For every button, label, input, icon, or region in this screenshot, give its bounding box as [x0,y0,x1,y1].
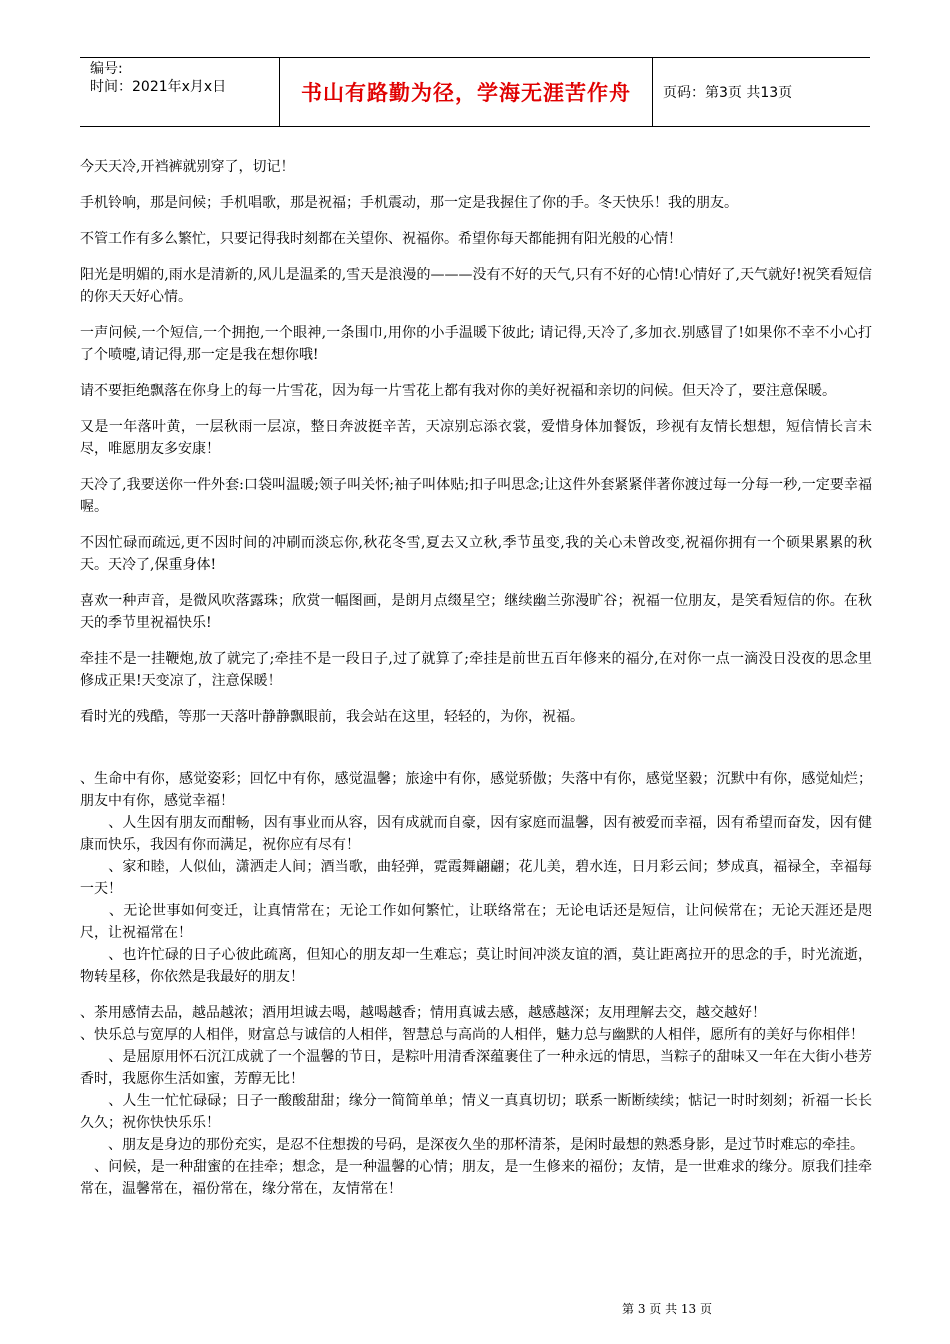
number-label: 编号: [90,61,123,77]
blessing-item: 、是屈原用怀石沉江成就了一个温馨的节日，是粽叶用清香深蕴裹住了一种永远的情思，当粽子的甜味又一年在大街小巷芳香时，我愿你生活如蜜，芳醇无比！ [80,1049,872,1087]
document-body [80,156,872,1200]
paragraph: 手机铃响，那是问候；手机唱歌，那是祝福；手机震动，那一定是我握住了你的手。冬天快乐！我的朋友。 [80,195,738,211]
paragraph: 天冷了,我要送你一件外套:口袋叫温暖;领子叫关怀;袖子叫体贴;扣子叫思念;让这件外套紧紧伴著你渡过每一分每一秒,一定要幸福喔。 [80,477,872,515]
paragraph: 喜欢一种声音，是微风吹落露珠；欣赏一幅图画，是朗月点缀星空；继续幽兰弥漫旷谷；祝福一位朋友，是笑看短信的你。在秋天的季节里祝福快乐! [80,593,872,631]
spacer [80,988,872,1002]
header-page-info: 页码：第3页 共13页 [663,85,793,101]
blessing-item: 、无论世事如何变迁，让真情常在；无论工作如何繁忙，让联络常在；无论电话还是短信，让问候常在；无论天涯还是咫尺，让祝福常在！ [80,903,872,941]
paragraph: 不管工作有多么繁忙，只要记得我时刻都在关望你、祝福你。希望你每天都能拥有阳光般的心情！ [80,231,682,247]
paragraph: 今天天冷,开裆裤就别穿了，切记！ [80,159,295,175]
blessing-item: 、生命中有你，感觉姿彩；回忆中有你，感觉温馨；旅途中有你，感觉骄傲；失落中有你，感觉坚毅；沉默中有你，感觉灿烂；朋友中有你，感觉幸福！ [80,771,872,809]
spacer [80,742,872,768]
paragraph: 又是一年落叶黄，一层秋雨一层凉，整日奔波挺辛苦，天凉别忘添衣裳，爱惜身体加餐饭，珍视有友情长想想，短信情长言未尽，唯愿朋友多安康！ [80,419,872,457]
blessing-item: 、人生一忙忙碌碌；日子一酸酸甜甜；缘分一简简单单；情义一真真切切；联系一断断续续；惦记一时时刻刻；祈福一长长久久；祝你快快乐乐！ [80,1093,872,1131]
blessing-item: 、家和睦，人似仙，潇洒走人间；酒当歌，曲轻弹，霓霞舞翩翩；花儿美，碧水连，日月彩云间；梦成真，福禄全，幸福每一天！ [80,859,872,897]
blessing-item: 、人生因有朋友而酣畅，因有事业而从容，因有成就而自豪，因有家庭而温馨，因有被爱而幸福，因有希望而奋发，因有健康而快乐，我因有你而满足，祝你应有尽有！ [80,815,872,853]
header-meta [80,58,280,126]
paragraph: 阳光是明媚的,雨水是清新的,风儿是温柔的,雪天是浪漫的———没有不好的天气,只有不好的心情!心情好了,天气就好!祝笑看短信的你天天好心情。 [80,267,872,305]
paragraph: 请不要拒绝飘落在你身上的每一片雪花，因为每一片雪花上都有我对你的美好祝福和亲切的问候。但天冷了，要注意保暖。 [80,383,836,399]
paragraph: 不因忙碌而疏远,更不因时间的冲刷而淡忘你,秋花冬雪,夏去又立秋,季节虽变,我的关心未曾改变,祝福你拥有一个硕果累累的秋天。天冷了,保重身体! [80,535,872,573]
blessing-item: 、朋友是身边的那份充实，是忍不住想拨的号码，是深夜久坐的那杯清茶，是闲时最想的熟悉身影，是过节时难忘的牵挂。 [80,1137,864,1153]
blessing-item: 、问候，是一种甜蜜的在挂牵；想念，是一种温馨的心情；朋友，是一生修来的福份；友情，是一世难求的缘分。原我们挂牵常在，温馨常在，福份常在，缘分常在，友情常在！ [80,1159,872,1197]
paragraph: 看时光的残酷，等那一天落叶静静飘眼前，我会站在这里，轻轻的，为你，祝福。 [80,709,584,725]
blessing-item: 、也许忙碌的日子心彼此疏离，但知心的朋友却一生难忘；莫让时间冲淡友谊的酒，莫让距离拉开的思念的手，时光流逝，物转星移，你依然是我最好的朋友！ [80,947,872,985]
time-label: 时间：2021年x月x日 [90,79,227,95]
paragraph: 牵挂不是一挂鞭炮,放了就完了;牵挂不是一段日子,过了就算了;牵挂是前世五百年修来的福分,在对你一点一滴没日没夜的思念里修成正果!天变凉了，注意保暖！ [80,651,872,689]
page-header [80,57,870,127]
page-footer: 第 3 页 共 13 页 [622,1302,712,1316]
paragraph: 一声问候,一个短信,一个拥抱,一个眼神,一条围巾,用你的小手温暖下彼此; 请记得,天冷了,多加衣.别感冒了!如果你不幸不小心打了个喷嚏,请记得,那一定是我在想你哦! [80,325,872,363]
blessing-item: 、茶用感情去品，越品越浓；酒用坦诚去喝，越喝越香；情用真诚去感，越感越深；友用理解去交，越交越好！ [80,1005,766,1021]
blessing-item: 、快乐总与宽厚的人相伴，财富总与诚信的人相伴，智慧总与高尚的人相伴，魅力总与幽默的人相伴，愿所有的美好与你相伴！ [80,1027,864,1043]
header-motto: 书山有路勤为径，学海无涯苦作舟 [280,58,653,126]
